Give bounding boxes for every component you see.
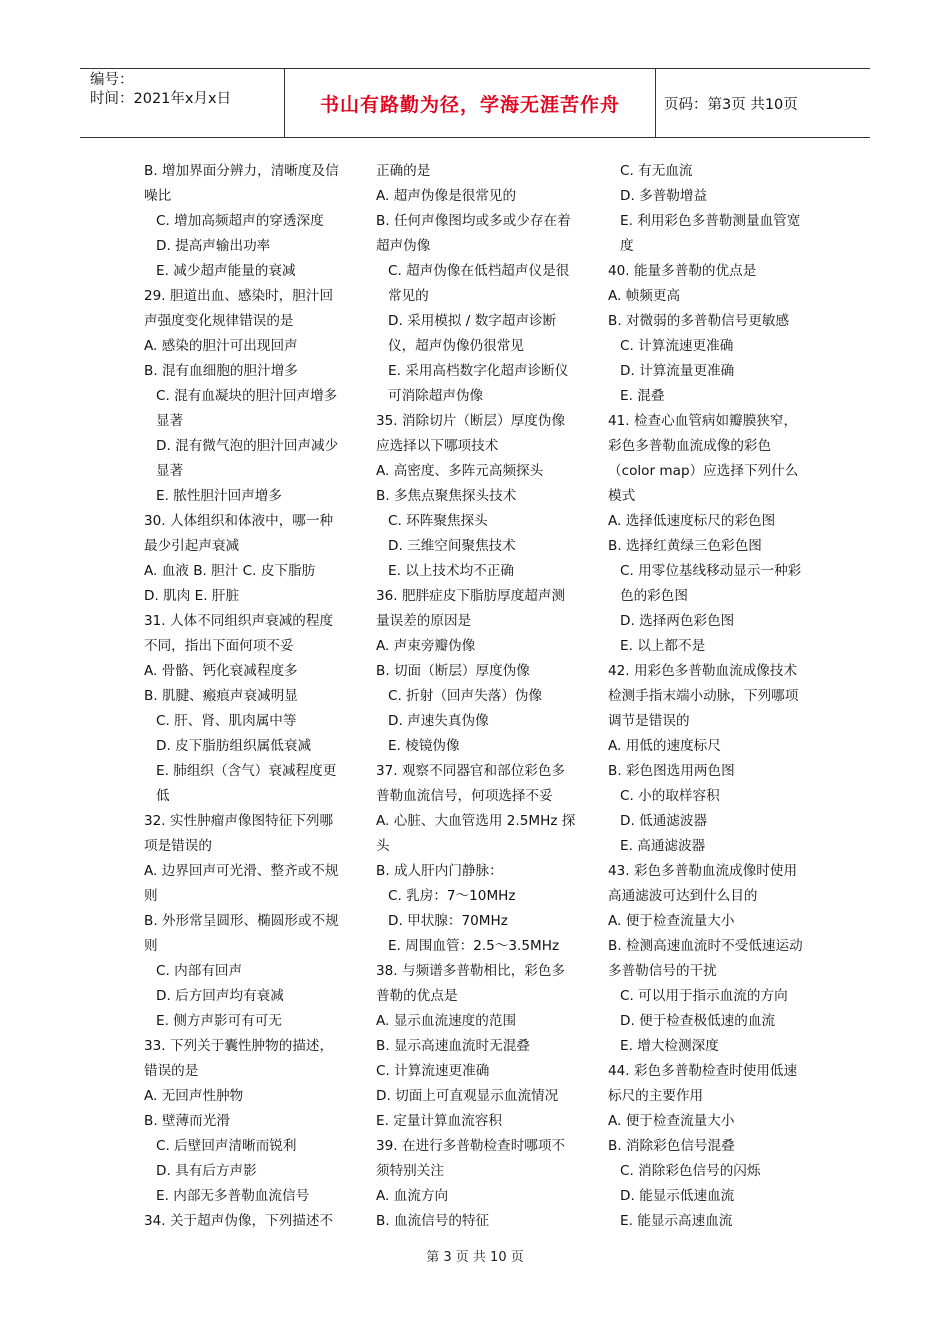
option-text: C. 内部有回声 — [156, 963, 243, 979]
option-text: E. 内部无多普勒血流信号 — [156, 1188, 310, 1204]
option-text: A. 心脏、大血管选用 2.5MHz 探头 — [376, 813, 576, 854]
option-text: D. 选择两色彩色图 — [620, 613, 735, 629]
option-text: C. 肝、肾、肌肉属中等 — [156, 713, 297, 729]
option-text: B. 彩色图选用两色图 — [608, 763, 735, 779]
option-text: E. 定量计算血流容积 — [376, 1113, 502, 1129]
option-text: D. 能显示低速血流 — [620, 1188, 735, 1204]
question-text: 30. 人体组织和体液中，哪一种最少引起声衰减 — [144, 513, 334, 554]
text-column-1 — [144, 159, 344, 1234]
option-text: C. 折射（回声失落）伪像 — [388, 688, 543, 704]
option-text: A. 显示血流速度的范围 — [376, 1013, 517, 1029]
option-text: C. 可以用于指示血流的方向 — [620, 988, 788, 1004]
option-text: A. 便于检查流量大小 — [608, 1113, 735, 1129]
page-number: 页码：第3页 共10页 — [664, 96, 798, 113]
question-text: 40. 能量多普勒的优点是 — [608, 263, 757, 279]
text-column-3 — [608, 159, 810, 1234]
document-code: 编号： — [90, 72, 134, 88]
option-text: C. 后壁回声清晰而锐利 — [156, 1138, 297, 1154]
question-text: 44. 彩色多普勒检查时使用低速标尺的主要作用 — [608, 1063, 798, 1104]
option-text: E. 周围血管：2.5～3.5MHz — [388, 938, 560, 954]
option-text: D. 声速失真伪像 — [388, 713, 489, 729]
option-text: C. 用零位基线移动显示一种彩色的彩色图 — [620, 563, 802, 604]
question-text: 39. 在进行多普勒检查时哪项不须特别关注 — [376, 1138, 566, 1179]
option-text: B. 任何声像图均或多或少存在着超声伪像 — [376, 213, 571, 254]
question-text: 35. 消除切片（断层）厚度伪像应选择以下哪项技术 — [376, 413, 566, 454]
option-text: C. 环阵聚焦探头 — [388, 513, 488, 529]
option-text: E. 高通滤波器 — [620, 838, 706, 854]
option-text: E. 棱镜伪像 — [388, 738, 460, 754]
option-text: B. 显示高速血流时无混叠 — [376, 1038, 530, 1054]
option-text: E. 以上技术均不正确 — [388, 563, 514, 579]
option-text: B. 检测高速血流时不受低速运动多普勒信号的干扰 — [608, 938, 803, 979]
option-text: D. 低通滤波器 — [620, 813, 708, 829]
page-footer: 第 3 页 共 10 页 — [426, 1250, 524, 1265]
option-text: E. 增大检测深度 — [620, 1038, 719, 1054]
option-text: E. 混叠 — [620, 388, 665, 404]
header-motto-cell — [284, 69, 656, 137]
option-text: C. 增加高频超声的穿透深度 — [156, 213, 324, 229]
option-text: C. 超声伪像在低档超声仪是很常见的 — [388, 263, 570, 304]
question-text: 29. 胆道出血、感染时，胆汁回声强度变化规律错误的是 — [144, 288, 334, 329]
option-text: E. 减少超声能量的衰减 — [156, 263, 296, 279]
option-text: A. 无回声性肿物 — [144, 1088, 244, 1104]
option-text: B. 选择红黄绿三色彩色图 — [608, 538, 762, 554]
option-text: E. 肺组织（含气）衰减程度更低 — [156, 763, 337, 804]
option-text: A. 帧频更高 — [608, 288, 681, 304]
option-text: D. 三维空间聚焦技术 — [388, 538, 516, 554]
option-text: A. 超声伪像是很常见的 — [376, 188, 517, 204]
option-text: B. 多焦点聚焦探头技术 — [376, 488, 517, 504]
option-text: E. 以上都不是 — [620, 638, 706, 654]
option-text: B. 对微弱的多普勒信号更敏感 — [608, 313, 790, 329]
option-text: D. 甲状腺：70MHz — [388, 913, 508, 929]
option-text: A. 血液 B. 胆汁 C. 皮下脂肪 — [144, 563, 316, 579]
motto: 书山有路勤为径，学海无涯苦作舟 — [319, 93, 620, 116]
option-text: A. 骨骼、钙化衰减程度多 — [144, 663, 298, 679]
option-text: C. 计算流速更准确 — [376, 1063, 490, 1079]
option-text: C. 计算流速更准确 — [620, 338, 734, 354]
header-meta — [80, 69, 284, 137]
question-text: 42. 用彩色多普勒血流成像技术检测手指末端小动脉，下列哪项调节是错误的 — [608, 663, 799, 729]
option-text: A. 感染的胆汁可出现回声 — [144, 338, 298, 354]
option-text: E. 能显示高速血流 — [620, 1213, 733, 1229]
page-header — [80, 68, 870, 138]
option-text: C. 小的取样容积 — [620, 788, 720, 804]
option-text: B. 壁薄而光滑 — [144, 1113, 230, 1129]
header-page-cell — [656, 69, 870, 137]
option-text: D. 多普勒增益 — [620, 188, 708, 204]
question-text: 33. 下列关于囊性肿物的描述，错误的是 — [144, 1038, 334, 1079]
option-text: D. 肌肉 E. 肝脏 — [144, 588, 240, 604]
option-text: A. 血流方向 — [376, 1188, 449, 1204]
option-text: A. 声束旁瓣伪像 — [376, 638, 476, 654]
text-column-2 — [376, 159, 576, 1234]
option-text: B. 切面（断层）厚度伪像 — [376, 663, 530, 679]
option-text: E. 侧方声影可有可无 — [156, 1013, 282, 1029]
option-text: D. 切面上可直观显示血流情况 — [376, 1088, 559, 1104]
question-text: 41. 检查心血管病如瓣膜狭窄，彩色多普勒血流成像的彩色（color map）应选择下列什么模式 — [608, 413, 799, 504]
option-text: D. 提高声输出功率 — [156, 238, 271, 254]
option-text: E. 利用彩色多普勒测量血管宽度 — [620, 213, 801, 254]
option-text: B. 消除彩色信号混叠 — [608, 1138, 735, 1154]
option-text: A. 便于检查流量大小 — [608, 913, 735, 929]
question-text: 37. 观察不同器官和部位彩色多普勒血流信号，何项选择不妥 — [376, 763, 566, 804]
option-text: D. 采用模拟 / 数字超声诊断仪，超声伪像仍很常见 — [388, 313, 557, 354]
question-text: 31. 人体不同组织声衰减的程度不同，指出下面何项不妥 — [144, 613, 334, 654]
option-text: D. 皮下脂肪组织属低衰减 — [156, 738, 312, 754]
option-text: D. 具有后方声影 — [156, 1163, 257, 1179]
option-text: A. 边界回声可光滑、整齐或不规则 — [144, 863, 339, 904]
option-text: A. 选择低速度标尺的彩色图 — [608, 513, 776, 529]
option-text: D. 混有微气泡的胆汁回声减少显著 — [156, 438, 339, 479]
option-text: A. 用低的速度标尺 — [608, 738, 721, 754]
option-text: E. 脓性胆汁回声增多 — [156, 488, 282, 504]
option-text: D. 便于检查极低速的血流 — [620, 1013, 776, 1029]
document-date: 时间：2021年x月x日 — [90, 91, 232, 107]
option-text: D. 计算流量更准确 — [620, 363, 735, 379]
question-text: 34. 关于超声伪像，下列描述不 — [144, 1213, 334, 1229]
option-text: B. 增加界面分辨力，清晰度及信噪比 — [144, 163, 339, 204]
option-text: C. 有无血流 — [620, 163, 693, 179]
option-text: B. 血流信号的特征 — [376, 1213, 490, 1229]
option-text: C. 混有血凝块的胆汁回声增多显著 — [156, 388, 338, 429]
question-text: 36. 肥胖症皮下脂肪厚度超声测量误差的原因是 — [376, 588, 566, 629]
option-text: E. 采用高档数字化超声诊断仪可消除超声伪像 — [388, 363, 569, 404]
option-text: C. 乳房：7～10MHz — [388, 888, 516, 904]
option-text: B. 肌腱、瘢痕声衰减明显 — [144, 688, 298, 704]
option-text: A. 高密度、多阵元高频探头 — [376, 463, 544, 479]
question-text: 43. 彩色多普勒血流成像时使用高通滤波可达到什么目的 — [608, 863, 798, 904]
question-text: 32. 实性肿瘤声像图特征下列哪项是错误的 — [144, 813, 334, 854]
option-text: C. 消除彩色信号的闪烁 — [620, 1163, 761, 1179]
option-text: B. 混有血细胞的胆汁增多 — [144, 363, 298, 379]
option-text: 正确的是 — [376, 163, 431, 179]
option-text: D. 后方回声均有衰减 — [156, 988, 284, 1004]
option-text: B. 外形常呈圆形、椭圆形或不规则 — [144, 913, 339, 954]
question-text: 38. 与频谱多普勒相比，彩色多普勒的优点是 — [376, 963, 566, 1004]
option-text: B. 成人肝内门静脉： — [376, 863, 503, 879]
